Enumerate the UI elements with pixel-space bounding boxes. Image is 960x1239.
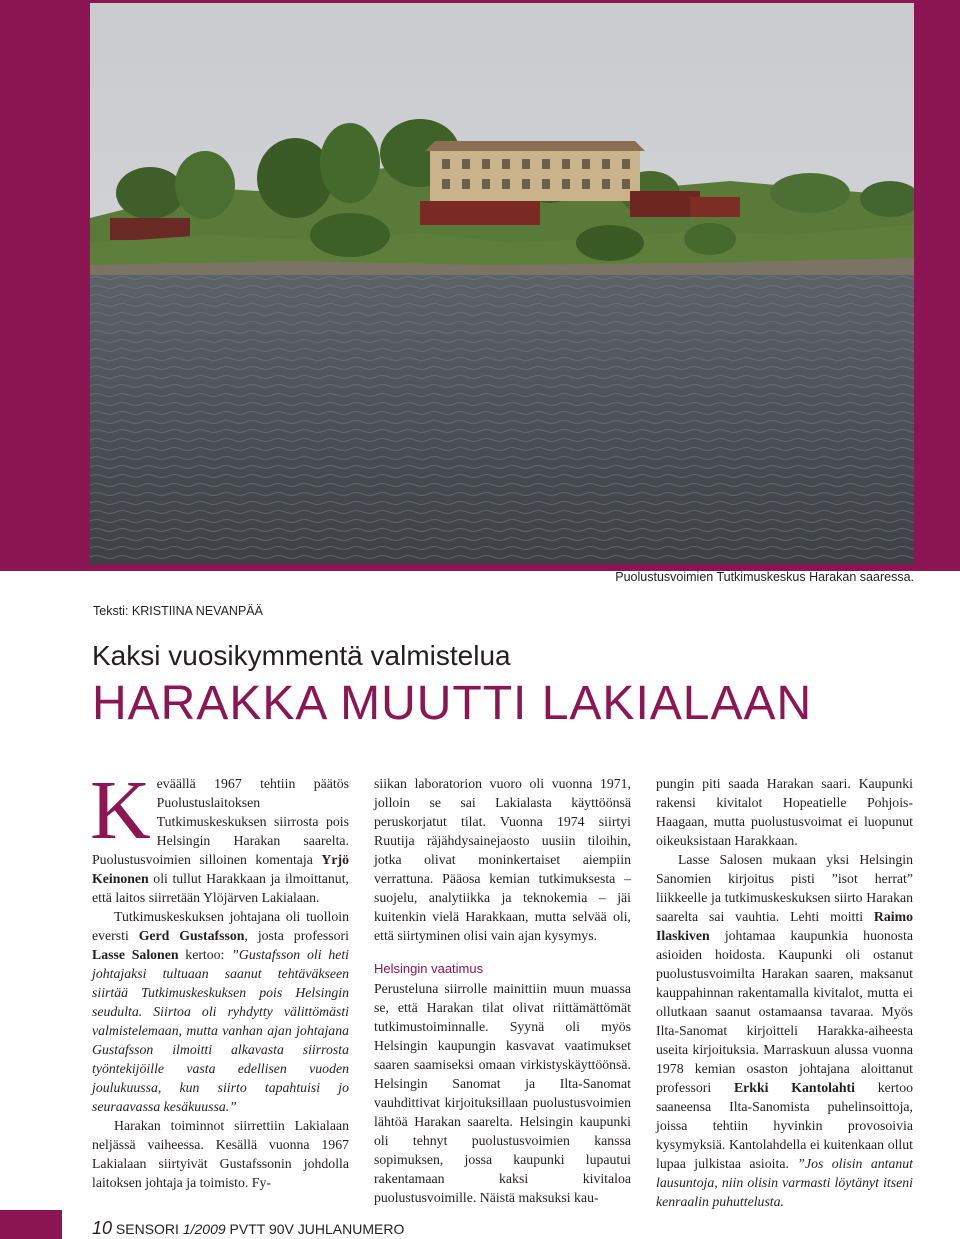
text-run: oli tullut Harakkaan ja ilmoittanut, että laitos siirretään Ylöjärven Lakialaan. [92, 871, 349, 905]
byline: Teksti: KRISTIINA NEVANPÄÄ [93, 604, 263, 618]
paragraph [90, 764, 349, 907]
photo-caption: Puolustusvoimien Tutkimuskeskus Harakan saaressa. [615, 570, 914, 584]
edition-label: PVTT 90V JUHLANUMERO [229, 1221, 405, 1237]
text-run: kertoo: [178, 947, 232, 962]
person-name: Lasse Salonen [92, 947, 179, 962]
drop-cap: K [90, 764, 151, 857]
corner-block [0, 1210, 62, 1239]
quote: ”Jos olisin antanut lausuntoja, niin olisin varmasti löytänyt itseni kenraalin puhuttelusta. [656, 1156, 913, 1209]
paragraph: Harakan toiminnot siirrettiin Lakialaan neljässä vaiheessa. Kesällä vuonna 1967 Lakialaan siirtyivät Gustafssonin johdolla laitoksen johtaja ja toimisto. Fy- [92, 1118, 349, 1190]
paragraph [92, 907, 349, 1116]
person-name: Gerd Gustafsson [138, 928, 245, 943]
text-run: , josta professori [244, 928, 349, 943]
text-column-3 [656, 774, 913, 1211]
quote: ”Gustafsson oli heti johtajaksi tultuaan saanut tehtäväkseen siirtää Tutkimuskeskuksen pois Helsingin seudulta. Siirtoa oli ryhdytty välittömästi valmistelemaan, mutta vanhan ajan johtajana Gustafsson ilmoitti alkavasta siirrosta työntekijöille vasta edellisen vuoden joulukuussa, kun siirto tapahtuisi jo seuraavassa kesäkuussa.” [92, 947, 350, 1114]
text-run: eväällä 1967 tehtiin päätös Puolustuslaitoksen Tutkimuskeskuksen siirrosta pois Helsingin Harakan saarelta. Puolustusvoimien silloinen komentaja [92, 776, 349, 867]
paragraph [656, 850, 913, 1211]
article-headline: HARAKKA MUUTTI LAKIALAAN [92, 677, 813, 730]
text-column-1 [90, 764, 350, 1192]
issue-number: 1/2009 [182, 1221, 226, 1237]
text-run: Lasse Salosen mukaan yksi Helsingin Sanomien kirjoitus pisti ”isot herrat” liikkeelle ja tutkimuskeskuksen siirto Harakan saarelta sai vauhtia. Lehti moitti [656, 852, 913, 924]
section-subhead: Helsingin vaatimus [374, 961, 484, 976]
text-run: kertoo saaneensa Ilta-Sanomista puhelinsoittoja, joissa tehtiin hyvinkin provosoivia kysymyksiä. Kantolahdella ei kuitenkaan ollut lupaa julkistaa asioita. [656, 1080, 913, 1171]
publication-name: SENSORI [115, 1221, 179, 1237]
person-name: Raimo Ilaskiven [656, 909, 913, 943]
paragraph: Perusteluna siirrolle mainittiin muun muassa se, että Harakan tilat olivat riittämättömät tutkimustoiminnalle. Syynä oli myös Helsingin kaupungin kasvavat vaatimukset saaren saamiseksi omaan virkistyskäyttöönsä. Helsingin Sanomat ja Ilta-Sanomat vauhdittivat kirjoituksillaan puolustusvoimien lähtöä Harakan saarelta. Helsingin kaupunki oli tehnyt puolustusvoimien kanssa sopimuksen, jossa kaupunki lupautui rakentamaan kaksi kivitaloa puolustusvoimille. Näistä maksuksi kau- [374, 981, 631, 1205]
photo-island [90, 3, 914, 564]
paragraph: pungin piti saada Harakan saari. Kaupunki rakensi kivitalot Hopeatielle Pohjois-Haagaan, mutta puolustusvoimat ei luopunut oikeuksistaan Harakkaan. [656, 776, 913, 848]
person-name: Erkki Kantolahti [733, 1080, 855, 1095]
text-run: Tutkimuskeskuksen johtajana oli tuolloin eversti [92, 909, 349, 943]
page-number: 10 [92, 1218, 113, 1238]
paragraph: siikan laboratorion vuoro oli vuonna 1971, jolloin se sai Lakialasta käyttöönsä peruskorjatut tilat. Vuonna 1974 siirtyi Ruutija räjähdysainejaosto uusiin tiloihin, jotka olivat moninkertaiset aiempiin verrattuna. Pääosa kemian tutkimuksesta – suojelu, analytiikka ja teknokemia – jäi kuitenkin vielä Harakkaan, mutta selvää oli, että siirtyminen olisi vain ajan kysymys. [374, 776, 631, 943]
person-name: Yrjö Keinonen [92, 852, 349, 886]
page-footer [92, 1218, 404, 1239]
text-column-2 [374, 774, 631, 1207]
article-subtitle: Kaksi vuosikymmentä valmistelua [92, 640, 511, 671]
text-run: johtamaa kaupunkia huonosta asioiden hoidosta. Kaupunki oli ostanut puolustusvoimilta Harakan saaren, maksanut kauppahinnan rakentamalla kivitalot, mutta ei ollutkaan saanut ostamaansa tavaraa. Myös Ilta-Sanomat kirjoitteli Harakka-aiheesta useita kirjoituksia. Marraskuun alussa vuonna 1978 kemian osaston johtajana aloittanut professori [656, 928, 913, 1095]
